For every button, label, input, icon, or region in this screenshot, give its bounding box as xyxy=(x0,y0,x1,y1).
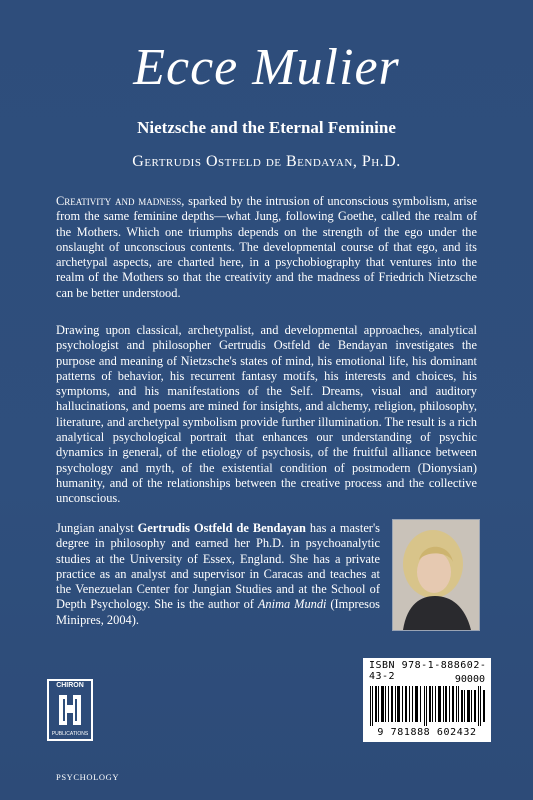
bio-book-title: Anima Mundi xyxy=(257,597,327,612)
price-code: 90000 xyxy=(454,674,485,685)
author-photo xyxy=(392,519,480,631)
publisher-logo xyxy=(47,679,93,741)
paragraph-lead: Creativity and madness xyxy=(56,194,182,208)
bio-prefix: Jungian analyst xyxy=(56,521,138,535)
isbn-number: ISBN 978-1-888602-43-2 xyxy=(369,660,487,682)
paragraph-1-text: , sparked by the intrusion of unconscious symbolism, arise from the same feminine depths—what Jung, following Goethe, called the realm of the Mothers. Which one triumphs depends on the strength of the ego under the onslaught of unconscious contents. The developmental course of that ego, and its archetypal aspects, are charted here, in a psychobiography that ventures into the realm of the Mothers so that the creativity and the madness of Friedrich Nietzsche can be better understood. xyxy=(56,194,477,300)
author-bio xyxy=(56,521,380,628)
book-title: Ecce Mulier xyxy=(133,39,400,96)
author-portrait-image xyxy=(393,520,479,630)
description-paragraph-2: Drawing upon classical, archetypalist, and developmental approaches, analytical psychologist and philosopher Gertrudis Ostfeld de Bendayan investigates the purpose and meaning of Nietzsche's states of mind, his emotional life, his dominant patterns of behavior, his recurrent fantasy motifs, his interests and choices, his symptoms, and his manifestations of the Self. Dreams, visual and auditory hallucinations, and poems are mined for insights, and alchemy, religion, philosophy, literature, and archetypal symbolism provide further illumination. The result is a rich analytical psychological portrait that enhances our understanding of psychic dynamics in general, of the etiology of psychosis, of the fruitful alliance between psychology and myth, of the existential condition of postmodern (Dionysian) humanity, and of the relationships between the creative process and the collective unconscious. xyxy=(56,323,477,506)
bio-suffix: (Impresos Minipres, 2004). xyxy=(56,597,380,627)
category-label: PSYCHOLOGY xyxy=(56,772,120,782)
bio-author-name: Gertrudis Ostfeld de Bendayan xyxy=(137,521,306,535)
chiron-emblem-icon xyxy=(55,691,85,729)
bio-text: has a master's degree in philosophy and earned her Ph.D. in psychoanalytic studies at the University of Essex, England. She has a private practice as an analyst and supervisor in Caracas and teaches at the Venezuelan Center for Jungian Studies and at the School of Depth Psychology. She is the author of xyxy=(56,521,380,612)
publisher-label: PUBLICATIONS xyxy=(51,731,89,737)
barcode-bars xyxy=(368,686,486,726)
book-subtitle: Nietzsche and the Eternal Feminine xyxy=(137,118,396,137)
publisher-name: CHIRON xyxy=(56,682,84,689)
ean-number: 9 781888 602432 xyxy=(377,727,477,738)
description-paragraph-1 xyxy=(56,194,477,301)
author-name: Gertrudis Ostfeld de Bendayan, Ph.D. xyxy=(132,153,401,170)
barcode-box xyxy=(363,658,491,742)
